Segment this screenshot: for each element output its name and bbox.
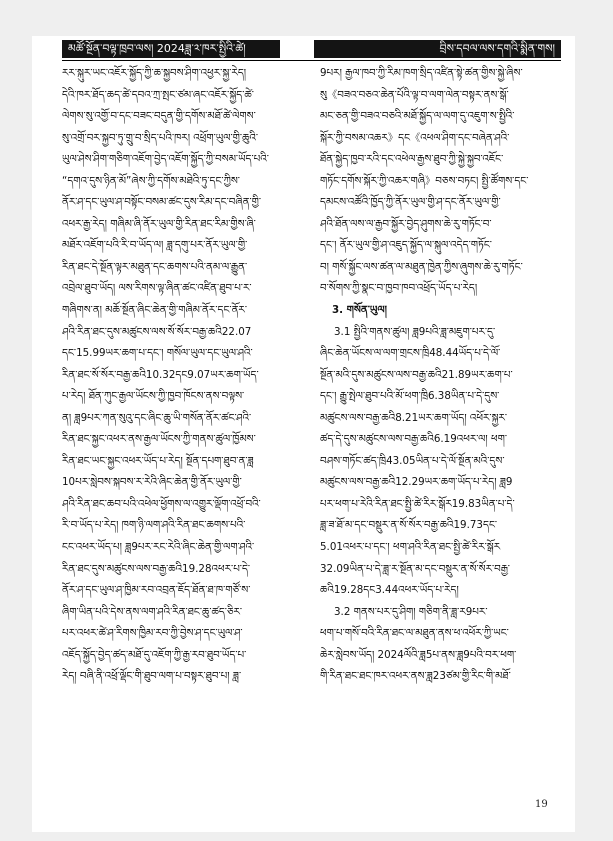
- text-line: འཇོད་སྐྱོད་བྱེད་ཚད་མཐོ་དུ་འཇོག་ཀྱི་རྒྱ་རབ་ཐུབ་ཡོད་པ་: [62, 648, 247, 661]
- text-line: ན། ཟླ9པར་ཀན་སུའུ་དང་ཞིང་ཆུ་ཡི་གསོན་ནོར་ཚང་ཤའི་: [62, 411, 252, 424]
- page-number: 19: [535, 799, 548, 810]
- text-line: 32.09ཡིན་པ་དེ་ཟླ་ར་སྔོན་མ་དང་བསྡུར་ན་སོ་སོར་བརྒྱ་: [320, 562, 510, 575]
- text-line: བ་སོགས་ཀྱི་སྣང་བ་ཁྱབ་ཁབ་འཕྲོད་ཡོད་པ་རེད།: [320, 282, 478, 295]
- text-line: པར་ཕག་པ་རེའི་རིན་ཐང་སྤྱི་ཚེ་རིར་སྒོར19.83ཡིན་པ་དེ་: [320, 497, 515, 510]
- text-line: ཟླ་ཟ་ཐོ་མ་དང་བསྡུར་ན་སོ་སོར་བརྒྱ་ཆའི19.73དང་: [320, 519, 498, 532]
- text-line: དང་། ནོར་ཡུལ་གྱི་ཤ་འཇུད་སྐྱོད་ལ་སྐུལ་འདེད་གཏོང་: [320, 239, 492, 252]
- text-line: སྔོན་མའི་དུས་མཚུངས་ལས་བརྒྱ་ཆའི21.89ཡར་ཆག་པ་: [320, 368, 513, 381]
- text-line: པར་འཕར་ཚེ་ཤ་རིགས་ཁྱིམ་རབ་ཀྱི་བྱེས་ཤ་དང་ཡུལ་ཤ་: [62, 627, 243, 640]
- text-line: ཞིང་ཆེན་ཡོངས་ལ་ལག་གྲངས་ཁྲི48.44ཡོད་པ་དེ་ལོ་: [320, 347, 501, 360]
- text-line: འབྲེལ་ཐུབ་ཡོད། ལས་རིགས་ལྟ་ཞིན་ཚང་འཛིན་ཐུབ་པ་ར་: [62, 282, 252, 295]
- text-line: 3.1 སྤྱིའི་གནས་ཚུལ། ཟླ9པའི་ཟླ་མཇུག་པར་དུ་: [334, 325, 496, 338]
- text-line: མང་ཅན་གྱི་བཟའ་བཅའི་མཐོ་སྐྱོད་ལ་ལག་དུ་འཇུག་ས་སྤྱིའི་: [320, 110, 515, 123]
- text-line: 3. གསོན་ཡུལ།: [332, 304, 387, 317]
- text-line: 10པར་སླེབས་སྐབས་ར་རེའི་ཞིང་ཆེན་གྱི་ནོར་ཡུལ་གྱི་: [62, 476, 242, 489]
- text-line: ཐོན་སྐྱེད་ཁྱབ་རའི་དང་འཕེལ་རྒྱས་ཐུབ་ཀྱི་སྐྱེ་སྐྱབ་འཇོང་: [320, 153, 504, 166]
- header-rule: [62, 60, 561, 61]
- text-line: དེའི་ཁར་ཐོད་ཆད་ཚེ་དབའ་ཀྲ་སྤང་ཙམ་ཞང་འཇོར་སྐྱོད་ཚེ་: [62, 88, 254, 101]
- document-page: [32, 36, 575, 832]
- text-line: མཐོར་འཇོག་པའི་རི་བ་ཡོད་ལ། ཟླ་དགུ་པར་ནོར་ཡུལ་གྱི་: [62, 239, 248, 252]
- text-line: བཤས་གཏོང་ཚད་ཁྲི43.05ཡིན་པ་དེ་ལོ་སྔོན་མའི་དུས་: [320, 454, 505, 467]
- text-line: ཤའི་ཐོན་ལས་ལ་རྒྱབ་སྐྱོར་བྱེད་ཤུགས་ཆེ་རུ་གཏོང་བ་: [320, 217, 492, 230]
- text-line: 9པར། རྒྱལ་ཁབ་ཀྱི་རིམ་ཁག་སྲིད་འཛིན་སྟེ་ཚན་གྱིས་སྐྱེ་ཞིས་: [320, 67, 523, 79]
- text-line: ཚད་དེ་དུས་མཚུངས་ལས་བརྒྱ་ཆའི6.19འཕར་ལ། ཕག་: [320, 433, 507, 446]
- text-line: གཞིགས་ན། མཆོ་སྔོན་ཞིང་ཆེན་གྱི་གཞིམ་ནོར་དང་ནོར་: [62, 304, 248, 317]
- text-line: ཤའི་རིན་ཐང་དུས་མཚུངས་ལས་སོ་སོར་བརྒྱ་ཆའི22.07: [62, 325, 252, 338]
- left-text-column: [62, 63, 302, 688]
- text-line: ནོར་ཤ་དང་ཡུལ་ཤ་བསྟོང་བསམ་ཚང་དུས་རིམ་དང་བཞིན་གྱི་: [62, 196, 262, 209]
- text-line: རིན་ཐང་དུས་མཚུངས་ལས་བརྒྱ་ཆའི19.28འཕར་པ་དེ་: [62, 562, 251, 575]
- text-line: སུ་འགྲོ་བར་སྐྱབ་ཏུ་གྲུ་བ་སྲིད་པའི་ཁར། འཕྲོག་ཡུལ་གྱི་ཆུའི་: [62, 131, 259, 144]
- text-line: བ། གསོ་སྐྱོང་ལས་ཚན་ལ་མཐུན་ཁྱེན་ཀྱིས་ཞུགས་ཆེ་རུ་གཏོང་: [320, 260, 523, 273]
- running-header-left: མཚོ་སྔོན་བལྟ་ཁྲབ་ལས། 2024ཟླ་༢་ཁར་སྤྱིའི་ཚེ།: [62, 40, 280, 58]
- text-line: གཏོང་དགོས་སྐོར་ཀྱི་འཆར་གཞི》བཅས་བཏང། སྤྱི་ཚོགས་དང་: [320, 174, 529, 187]
- text-line: རིན་ཐང་སོ་སོར་བརྒྱ་ཆའི10.32དང9.07ཡར་ཆག་ཡོད་: [62, 368, 259, 381]
- text-line: ཤའི་རིན་ཐང་ཆབ་པའི་འཕེལ་ཕྱོགས་ལ་འགྱུར་ལྡོག་འཕྲོ་བའི་: [62, 497, 261, 510]
- right-text-column: [320, 63, 560, 688]
- text-line: གི་རིན་ཐང་ཐང་ཁར་འཕར་ནས་ཟླ23ཙམ་གྱི་རིང་གི་མཐོ་: [320, 670, 511, 683]
- text-line: རིན་ཐང་ཡང་སྐྱང་འཕར་ཡོད་པ་རེད། སྔོན་དཔག་ཐུབ་ན་ཟླ: [62, 454, 254, 467]
- text-line: 3.2 གནས་པར་དུ་ཤིག། གཅིག་ནི་ཟླ་ར9པར་: [334, 605, 488, 618]
- text-line: མཚུངས་ལས་བརྒྱ་ཆའི8.21ཡར་ཆག་ཡོད། འཕོར་སྐྱར་: [320, 411, 508, 424]
- text-line: པ་རེད། ཐོན་ཀུང་རྒྱལ་ཡོངས་ཀྱི་ཁྱབ་ཁོངས་ནས་བལྟས་: [62, 390, 245, 403]
- text-line: ནོར་ཤ་དང་ཡུལ་ཤ་ཁྱིམ་རབ་འབྲན་ཇོད་ཐོན་ཐ་ཁ་གཙོ་ས་: [62, 584, 251, 597]
- text-line: རིན་ཐང་སྐྱང་འཕར་ནས་རྒྱལ་ཡོངས་ཀྱི་གནས་ཚུལ་ཁྱོམས་: [62, 433, 256, 446]
- text-line: ཆའི19.28དང3.44འཕར་ཡོད་པ་རེད།: [320, 584, 459, 597]
- running-header-right: བྲིས་དབལ་ལས་དགའི་སྨིན་གས།: [314, 40, 561, 58]
- text-line: “དགའ་དུས་ཉིན་མོ”ཞེས་ཀྱི་དགོས་མཐེའི་ཏུ་དང་ཀྱིས་: [62, 174, 240, 187]
- text-line: རི་བ་ཡོད་པ་རེད། ཁག་ཉི་ལག་ཤའི་རིན་ཐང་ཆགས་པའི་: [62, 519, 246, 532]
- text-line: དམངས་འཚོའི་ཁྱོད་ཀྱི་ནོར་ཡུལ་གྱི་ཤ་དང་ནོར་ཡུལ་གྱི་: [320, 196, 501, 209]
- text-line: ཕག་པ་གསོ་བའི་རིན་ཐང་ལ་མཐུན་ནས་ཕ་འཕོར་ཀྱི་ཡང་: [320, 627, 509, 640]
- text-line: 5.01འཕར་པ་དང་། ཕག་ཤའི་རིན་ཐང་སྤྱི་ཚེ་རིར་སྒོར: [320, 541, 501, 554]
- text-line: དང་། རྒྱུ་སྤེལ་ཐུབ་པའི་མོ་ཕག་ཁྲི6.38ཡིན་པ་དེ་དུས་: [320, 390, 500, 403]
- text-line: ལེགས་སུ་འགྱོ་བ་དང་བཟང་བདུན་གྱི་དགོས་མཐོ་ཚེ་ལེགས་: [62, 110, 256, 123]
- text-line: ཆེར་སླེབས་ཡོད། 2024ལོའི་ཟླ5པ་ནས་ཟླ9པའི་བར་ཕག་: [320, 648, 517, 661]
- text-line: རིན་ཐང་དེ་སྔོན་ལྟར་མཐུན་དང་ཆགས་པའི་ནམ་ལ་རྒྱུན་: [62, 260, 248, 273]
- text-line: ངང་འཕར་ཡོད་པ། ཟླ9པར་རང་རེའི་ཞིང་ཆེན་གྱི་ལག་ཤའི་: [62, 541, 255, 554]
- text-line: རེད། བཞི་ནི་འཕྲོ་ལྡོང་གི་ཐུབ་ལག་པ་བསྟར་ཐུབ་པ། ཟླ་: [62, 670, 242, 683]
- text-line: སུ《བཟའ་བཅའ་ཆེན་པོའི་ལྟ་བ་ལག་ལེན་བསྟར་ནས་སྒོ་: [320, 88, 509, 101]
- text-line: སྐོར་ཀྱི་བསམ་འཆར》དང《འཕལ་ཤིག་དང་བཞེན་ཤའི་: [320, 131, 510, 144]
- text-line: ཡུལ་ཤེས་ཤིག་གཅིག་འཇོག་བྱེད་འཇོག་སྐྱོད་ཀྱི་བསམ་ཡོད་པའི་: [62, 153, 269, 166]
- text-line: ཞིག་ཡིན་པའི་དེས་ནས་ལག་ཤའི་རིན་ཐང་ཆུ་ཚད་ཅིར་: [62, 605, 243, 618]
- text-line: མཚུངས་ལས་བརྒྱ་ཆའི12.29ཡར་ཆག་ཡོད་པ་རེད། ཟླ9: [320, 476, 513, 489]
- text-line: རར་སྐུར་ཡང་འཇོར་སྐྱོད་ཀྱི་ཆ་སྐྱབས་ཤིག་འཕྱར་སྐྱ་རེད།: [62, 67, 247, 79]
- text-line: འཕར་རྒྱ་རེད། གཞིམ་ཞི་ནོར་ཡུལ་གྱི་རིན་ཐང་རིམ་གྱིས་ཞི་: [62, 217, 256, 230]
- text-line: དང་15.99ཡར་ཆག་པ་དང་། གསོལ་ཡུལ་དང་ཡུལ་ཤའི་: [62, 347, 253, 360]
